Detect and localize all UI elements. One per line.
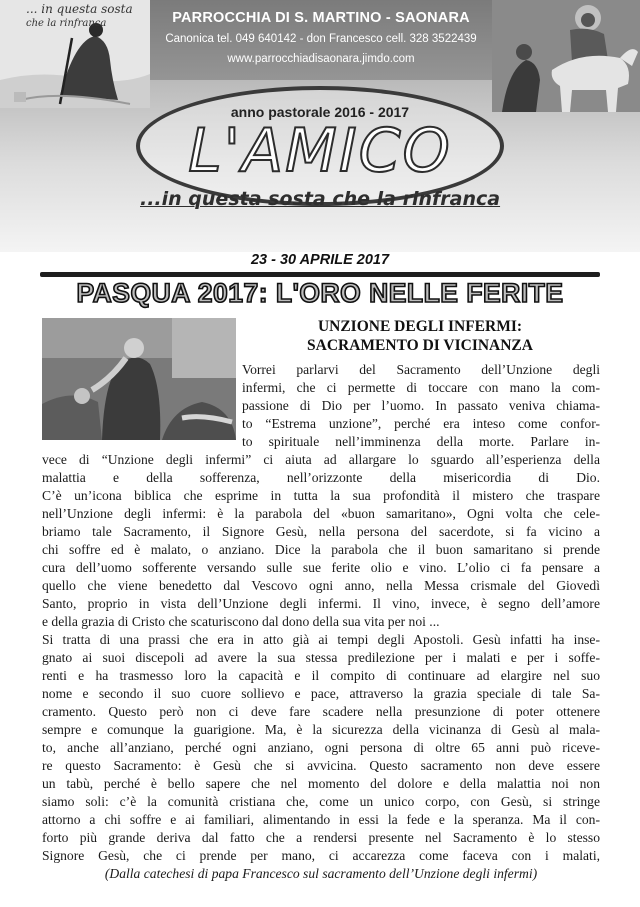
article-line: un tabù, perché è bello sapere che nel momento del dolore e della malattia noi non bbox=[42, 776, 600, 791]
pilgrim-illustration bbox=[0, 0, 150, 108]
article-line: Vorrei parlarvi del Sacramento dell’Unzione degli bbox=[242, 362, 600, 377]
masthead bbox=[0, 0, 640, 252]
header-divider bbox=[40, 272, 600, 277]
article-line: re questo Sacramento: è Gesù che si avvicina. Questo sacramento non deve essere bbox=[42, 758, 600, 773]
article-title-line-1: UNZIONE DEGLI INFERMI: bbox=[317, 318, 523, 335]
article-line: Si tratta di una prassi che era in atto già ai tempi degli Apostoli. Gesù infatti ha inse- bbox=[42, 632, 600, 647]
parish-website[interactable]: www.parrocchiadisaonara.jimdo.com bbox=[227, 53, 415, 65]
christ-healing-painting bbox=[42, 318, 236, 440]
article-line: Signore Gesù, che ci prende per mano, ci accarezza come faceva con i malati, bbox=[42, 848, 600, 863]
parish-contacts: Canonica tel. 049 640142 - don Francesco cell. 328 3522439 bbox=[165, 33, 477, 45]
article-line: to “Estrema unzione”, perché era inteso come confor- bbox=[242, 416, 600, 431]
parish-name: PARROCCHIA DI S. MARTINO - SAONARA bbox=[172, 10, 470, 26]
newsletter-subtitle: ...in questa sosta che la rinfranca bbox=[140, 188, 501, 210]
article-line: Santo, proprio in vista dell’Unzione degli infermi. Il vino, invece, è segno dell’amore bbox=[42, 596, 600, 611]
article-line: C’è un’icona biblica che esprime in tutta la sua profondità il mistero che traspare bbox=[42, 488, 600, 503]
article-line: siamo soli: c’è la comunità cristiana che, come un unico corpo, con Gesù, si stringe bbox=[42, 794, 600, 809]
article-line: nome e secondo il suo cuore sollievo e pace, attraverso la grazia speciale di tale Sa- bbox=[42, 686, 600, 701]
article-line: to, anche all’anziano, perché ogni anziano, ogni persona di oltre 65 anni può riceve- bbox=[42, 740, 600, 755]
article-line: sempre e comunque la guarigione. Ma, è la sicurezza della vicinanza di Gesù al mala- bbox=[42, 722, 600, 737]
article-line: attorno a chi soffre e ai familiari, alimentando in essi la fede e la speranza. Ma il con- bbox=[42, 812, 600, 827]
main-headline: PASQUA 2017: L'ORO NELLE FERITE bbox=[76, 278, 564, 308]
article-title-line-2: SACRAMENTO DI VICINANZA bbox=[307, 337, 533, 354]
newsletter-title: L'AMICO bbox=[188, 116, 452, 186]
saint-martin-illustration bbox=[492, 0, 640, 112]
article-line: nell’Unzione degli infermi: è la parabola del «buon samaritano», Ogni volta che cele- bbox=[42, 506, 600, 521]
article-line: briamo tale Sacramento, il Signore Gesù, nella persona del sacerdote, si fa vicino a bbox=[42, 524, 600, 539]
article-line: cramento. Questo però non ci deve fare scadere nella presunzione di poter ottenere bbox=[42, 704, 600, 719]
article-line: cura dell’uomo sofferente versando sulle sue ferite olio e vino. L’olio ci fa pensare a bbox=[42, 560, 600, 575]
article-line: forto più grande deriva dal fatto che a rendersi presente nel Sacramento è lo stesso bbox=[42, 830, 600, 845]
issue-date: 23 - 30 APRILE 2017 bbox=[250, 252, 390, 268]
article-source: (Dalla catechesi di papa Francesco sul sacramento dell’Unzione degli infermi) bbox=[104, 866, 538, 881]
article-line: e della grazia di Cristo che scaturiscono dal dono della sua vita per noi ... bbox=[42, 614, 440, 629]
article-line: passione di Dio per l’uomo. In passato veniva chiama- bbox=[242, 398, 600, 413]
article-line: quello che viene benedetto dal Vescovo ogni anno, nella Messa crismale del Giovedì bbox=[42, 578, 600, 593]
article-line: infermi, che ci permette di toccare con mano la com- bbox=[242, 380, 600, 395]
article-line: vece di “Unzione degli infermi” ci aiuta ad allargare lo sguardo all’esperienza della bbox=[42, 452, 600, 467]
article-line: chi soffre ed è malato, o anziano. Dice la parabola che il buon samaritano si prende bbox=[42, 542, 600, 557]
article-line: gnato ai suoi discepoli ad avere la sua stessa predilezione per i malati e per i soffe- bbox=[42, 650, 600, 665]
left-caption-line-1: ... in questa sosta bbox=[26, 2, 133, 16]
article-line: malattia e della sofferenza, nell’orizzonte della misericordia di Dio. bbox=[42, 470, 600, 485]
article-line: renti e ha trasmesso loro la capacità e il compito di continuare ad elargire nel suo bbox=[42, 668, 600, 683]
left-caption-line-2: che la rinfranca bbox=[26, 18, 107, 29]
article-line: to spirituale nell’imminenza della morte. Parlare in- bbox=[242, 434, 600, 449]
pastoral-year: anno pastorale 2016 - 2017 bbox=[230, 104, 410, 120]
